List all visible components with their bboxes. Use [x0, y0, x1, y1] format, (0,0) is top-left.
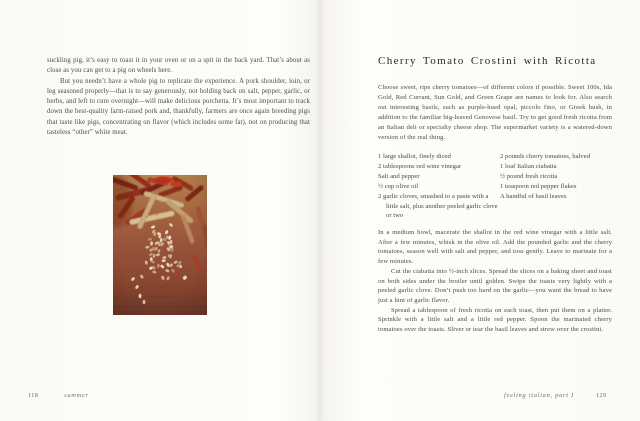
ingredient: 2 garlic cloves, smashed to a paste with a little salt, plus another peeled garlic clove or two [378, 192, 498, 220]
paragraph: But you needn’t have a whole pig to replicate the experience. A pork shoulder, loin, or leg seasoned properly—that is to say generously, not holding back on salt, pepper, garlic, or herbs, and left to cure overnight—will make delicious porchetta. It’s most important to track down the best-quality farm-raised pork and, thankfully, farmers are once again breeding pigs that taste like pigs, concentrating on flavor (which includes some fat), not on producing that tasteless “other” white meat. [47, 77, 310, 137]
ingredient: 1 loaf Italian ciabatta [500, 162, 557, 170]
beans-photo [113, 175, 207, 315]
left-page-number: 118 [28, 392, 39, 399]
method-paragraph: Cut the ciabatta into ½-inch slices. Spread the slices on a baking sheet and toast on both sides under the broiler until golden. Swipe the toasts very lightly with a peeled garlic clove. Don’t push too hard on the garlic—you want the bread to have just a hint of garlic flavor. [378, 267, 612, 304]
ingredient: 2 pounds cherry tomatoes, halved [500, 153, 591, 160]
method-paragraph: In a medium bowl, macerate the shallot in the red wine vinegar with a little salt. After a few minutes, whisk in the olive oil. Add the pounded garlic and the cherry tomatoes, season well with salt and pepper, and toss gently. Leave to marinate for a few minutes. [378, 229, 612, 266]
ingredients-column-1 [378, 152, 500, 221]
ingredient: Salt and pepper [378, 172, 420, 180]
ingredient: 2 tablespoons red wine vinegar [378, 162, 462, 170]
method-text [378, 228, 612, 335]
ingredient: ½ pound fresh ricotta [500, 172, 558, 180]
ingredient: A handful of basil leaves [500, 192, 567, 200]
photo-vignette [113, 175, 207, 315]
left-section-label: summer [64, 392, 89, 399]
ingredients-list [378, 152, 614, 221]
right-page-number: 129 [596, 392, 607, 399]
left-page-footer [28, 392, 89, 399]
right-section-label: feeling italian, part I [504, 392, 574, 399]
ingredient: 1 teaspoon red pepper flakes [500, 182, 577, 190]
left-page-body [47, 56, 310, 138]
recipe-title: Cherry Tomato Crostini with Ricotta [378, 55, 597, 67]
ingredients-column-2 [500, 152, 614, 221]
paragraph: suckling pig, it’s easy to roast it in your oven or on a spit in the back yard. That’s about as close as you can get to a pig on wheels here. [47, 57, 310, 75]
method-paragraph: Spread a tablespoon of fresh ricotta on each toast, then put them on a platter. Sprinkle with a little salt and a little red pepper. Spoon the marinated cherry tomatoes over the toasts. Sliver or tear the basil leaves and strew over the crostini. [378, 306, 612, 334]
ingredient: 1 large shallot, finely diced [378, 153, 451, 160]
ingredient: ½ cup olive oil [378, 182, 419, 190]
recipe-intro: Choose sweet, ripe cherry tomatoes—of different colors if possible. Sweet 100s, Ida Gold, Red Currant, Sun Gold, and Green Grape are names to look for. Also search out interesting basils, such as purple-hued opal, piccolo fino, or Greek bush, in addition to the familiar big-leaved Genovese basil. Try to get good fresh ricotta from an Italian deli or specialty cheese shop. The supermarket variety is a watered-down version of the real thing. [378, 84, 612, 142]
